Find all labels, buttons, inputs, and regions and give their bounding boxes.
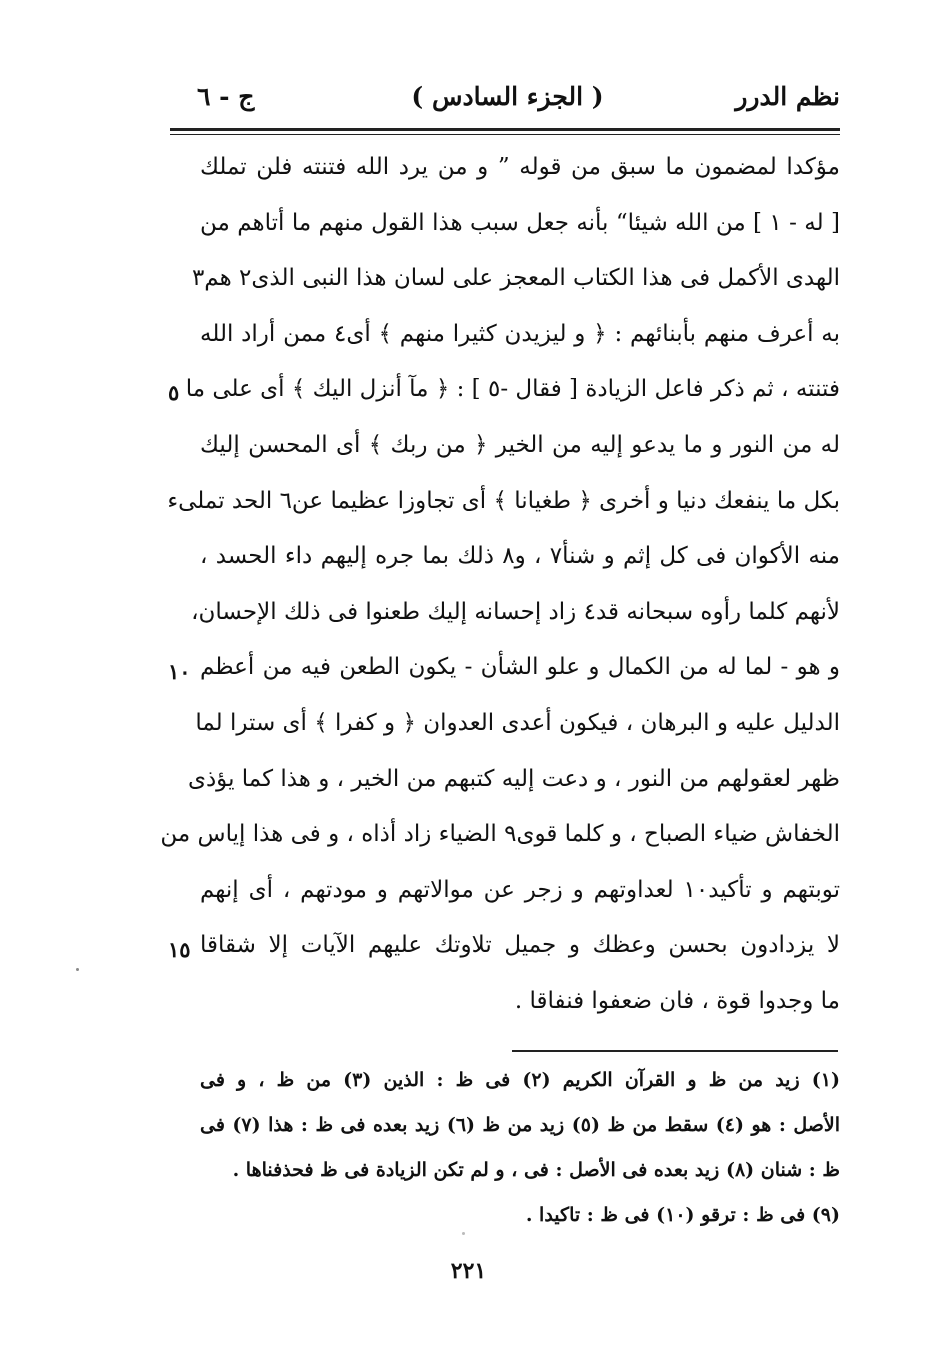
text-line: الهدى الأكمل فى هذا الكتاب المعجز على لسان هذا النبى الذى٢ هم٣ (191, 265, 840, 292)
text-line: فتنته ، ثم ذكر فاعل الزيادة [ فقال -٥ ] : ﴿ مآ أنزل اليك ﴾ أى على ما (185, 376, 840, 403)
book-title: نظم الدرر (735, 82, 840, 111)
text-line: ما وجدوا قوة ، فان ضعفوا فنفاقا . (514, 987, 840, 1014)
text-line: ظهر لعقولهم من النور ، و دعت إليه كتبهم من الخير ، و هذا كما يؤذى (187, 765, 840, 792)
text-line: لا يزدادون بحسن وعظك و جميل تلاوتك عليهم الآيات إلا شقاقا (200, 932, 840, 959)
footnote-line: ظ : شنان (٨) زيد بعده فى الأصل : فى ، و لم تكن الزيادة فى ظ فحذفناها . (232, 1159, 840, 1181)
volume-label: ج - ٦ (197, 82, 255, 111)
header-rule-thin (170, 134, 840, 135)
running-header (175, 78, 840, 122)
text-line: و هو - لما له من الكمال و علو الشأن - يكون الطعن فيه من أعظم (200, 654, 840, 681)
text-line: [ له - ١ ] من الله شيئا“ بأنه جعل سبب هذا القول منهم ما أتاهم من (200, 209, 840, 236)
line-number-15: ١٥ (168, 937, 191, 962)
footnote-line: (٩) فى ظ : ترقو (١٠) فى ظ : تاكيدا . (525, 1204, 840, 1226)
text-line: الدليل عليه و البرهان ، فيكون أعدى العدوان ﴿ و كفرا ﴾ أى سترا لما (195, 709, 840, 736)
text-line: مؤكدا لمضمون ما سبق من قوله ” و من يرد الله فتنته فلن تملك (200, 154, 840, 180)
page-number: ٢٢١ (450, 1258, 487, 1284)
text-line: منه الأكوان فى كل إثم و شنأ٧ ، و٨ ذلك بما جره إليهم داء الحسد ، (200, 543, 840, 570)
line-number-10: ١٠ (168, 659, 191, 684)
text-line: به أعرف منهم بأبنائهم : ﴿ و ليزيدن كثيرا منهم ﴾ أى٤ ممن أراد الله (200, 320, 840, 347)
header-rule-thick (170, 128, 840, 131)
footnotes (200, 1058, 840, 1238)
footnote-separator (512, 1050, 838, 1052)
text-line: له من النور و ما يدعو إليه من الخير ﴿ من ربك ﴾ أى المحسن إليك (200, 431, 840, 458)
line-number-5: ٥ (168, 380, 180, 405)
part-title: ( الجزء السادس ) (411, 82, 604, 111)
footnote-line: الأصل : هو (٤) سقط من ظ (٥) زيد من ظ (٦) زيد بعده فى ظ : هذا (٧) فى (200, 1114, 840, 1136)
text-line: الخفاش ضياء الصباح ، و كلما قوى٩ الضياء زاد أذاه ، و فى هذا إياس من (160, 821, 840, 848)
text-line: لأنهم كلما رأوه سبحانه قد٤ زاد إحسانه إليك طعنوا فى ذلك الإحسان، (191, 598, 840, 625)
text-line: بكل ما ينفعك دنيا و أخرى ﴿ طغيانا ﴾ أى تجاوزا عظيما عن٦ الحد تملىء (167, 487, 840, 514)
footnote-line: (١) زيد من ظ و القرآن الكريم (٢) فى ظ : الذين (٣) من ظ ، و فى (200, 1069, 840, 1091)
scan-speck (76, 968, 79, 971)
text-line: توبتهم و تأكيد١٠ لعداوتهم و زجر عن موالاتهم و مودتهم ، أى إنهم (200, 876, 841, 903)
scan-speck (462, 1232, 465, 1235)
